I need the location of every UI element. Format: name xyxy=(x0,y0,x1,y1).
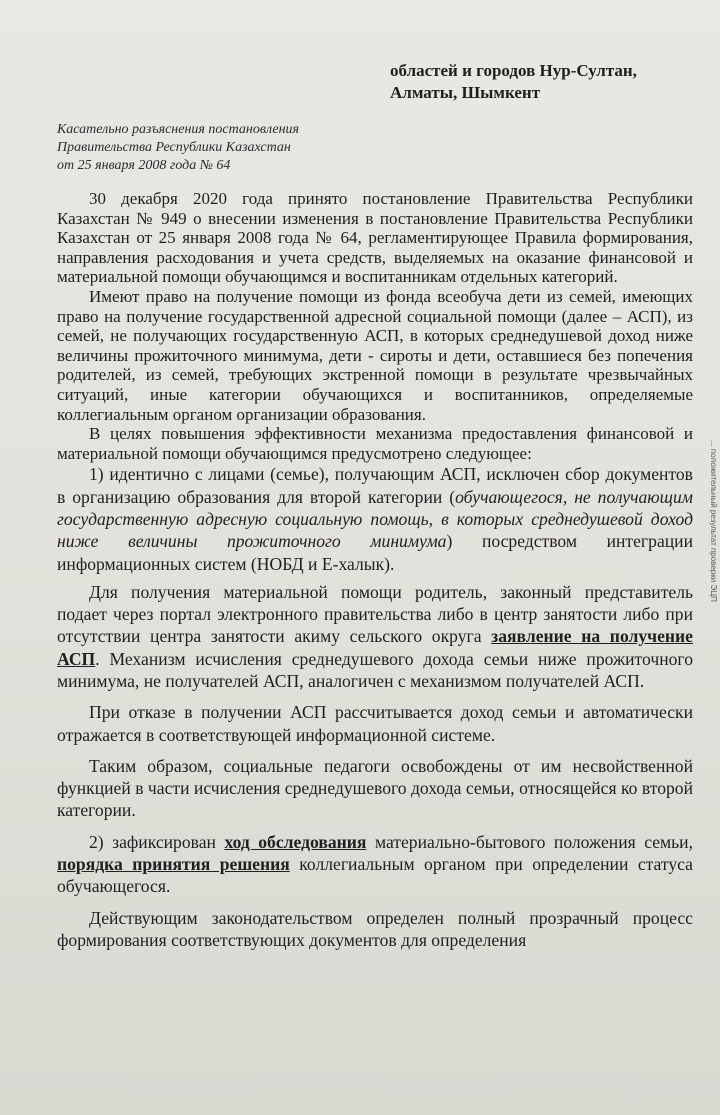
paragraph-1: 30 декабря 2020 года принято постановление Правительства Республики Казахстан № 949 о внесении изменения в постановление Правительства Республики Казахстан от 25 января 2008 года № 64, регламентирующее Правила формирования, направления расходования и учета средств, выделяемых на оказание финансовой и материальной помощи обучающимся и воспитанникам отдельных категорий. xyxy=(57,189,693,287)
paragraph-7: Таким образом, социальные педагоги освобождены от им несвойственной функцией в части исчисления среднедушевого дохода семьи, относящейся ко второй категории. xyxy=(57,755,693,821)
addressee-line-2: Алматы, Шымкент xyxy=(390,83,541,102)
paragraph-6: При отказе в получении АСП рассчитывается доход семьи и автоматически отражается в соответствующей информационной системе. xyxy=(57,702,693,745)
paragraph-5-underlined: заявление на получение АСП xyxy=(57,626,693,669)
paragraph-3: В целях повышения эффективности механизма предоставления финансовой и материальной помощи обучающимся предусмотрено следующее: xyxy=(57,424,693,463)
signature-check-note: ... положительный результат проверки ЭЦП xyxy=(709,440,718,602)
paragraph-8-text-3: коллегиальным органом при определении статуса обучающегося. xyxy=(57,854,693,897)
paragraph-8 xyxy=(57,831,693,898)
paragraph-8-underlined-1: ход обследования xyxy=(224,831,367,852)
paragraph-4-italic: обучающегося, не получающим государственную адресную социальную помощь, в которых среднедушевой доход ниже величины прожиточного минимума xyxy=(57,486,693,552)
paragraph-5 xyxy=(57,581,693,692)
paragraph-4-text: 1) идентично с лицами (семье), получающим АСП, исключен сбор документов в организацию образования для второй категории ( xyxy=(57,464,693,507)
paragraph-2: Имеют право на получение помощи из фонда всеобуча дети из семей, имеющих право на получение государственной адресной социальной помощи (далее – АСП), из семей, не получающих государственную АСП, в которых среднедушевой доход ниже величины прожиточного минимума, дети - сироты и дети, оставшиеся без попечения родителей, из семей, требующих экстренной помощи в результате чрезвычайных ситуаций, иные категории обучающихся и воспитанников, определяемые коллегиальным органом организации образования. xyxy=(57,286,693,424)
paragraph-4-text-end: ) посредством интеграции информационных систем (НОБД и Е-халык). xyxy=(57,531,693,574)
subject-line-3: от 25 января 2008 года № 64 xyxy=(57,158,231,173)
subject-line-1: Касательно разъяснения постановления xyxy=(57,122,300,137)
addressee-block xyxy=(390,60,637,104)
paragraph-9: Действующим законодательством определен полный прозрачный процесс формирования соответствующих документов для определения xyxy=(57,907,693,950)
paragraph-8-text-2: материально-бытового положения семьи, xyxy=(366,831,693,852)
paragraph-8-underlined-2: порядка принятия решения xyxy=(57,854,290,875)
addressee-line-1: областей и городов Нур-Султан, xyxy=(390,61,637,80)
paragraph-8-text-1: 2) зафиксирован xyxy=(89,831,225,852)
subject-block xyxy=(57,121,299,175)
subject-line-2: Правительства Республики Казахстан xyxy=(57,140,291,155)
paragraph-5-text: Для получения материальной помощи родитель, законный представитель подает через портал электронного правительства либо в центр занятости либо при отсутствии центра занятости акиму сельского округа xyxy=(57,581,693,647)
paragraph-4 xyxy=(57,463,693,574)
paragraph-5-text-end: . Механизм исчисления среднедушевого дохода семьи ниже прожиточного минимума, не получателей АСП, аналогичен с механизмом получателей АСП. xyxy=(57,648,693,691)
letter-body xyxy=(57,189,693,951)
